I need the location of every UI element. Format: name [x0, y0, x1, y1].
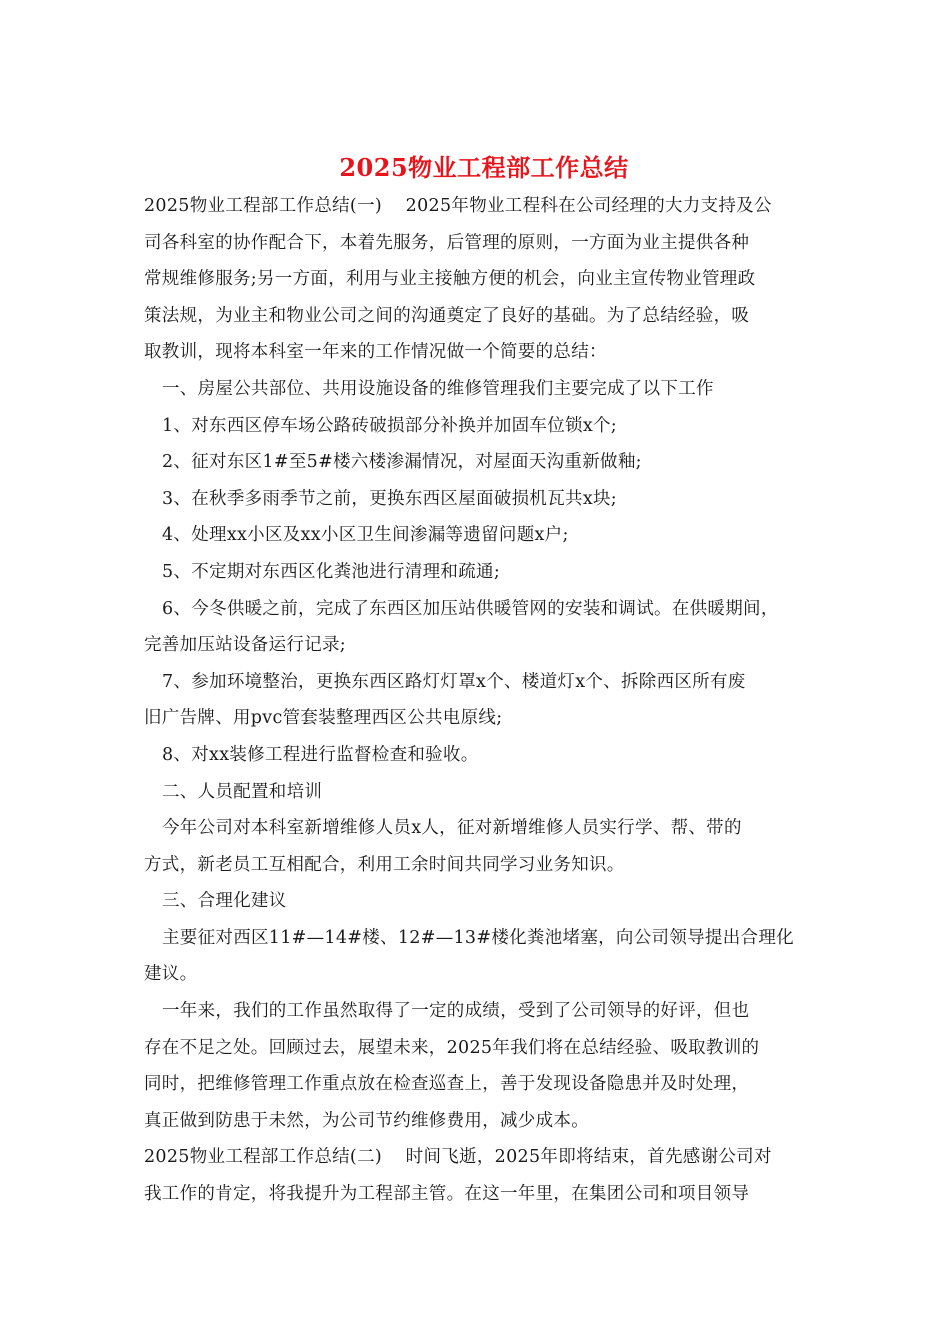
text-line: 一、房屋公共部位、共用设施设备的维修管理我们主要完成了以下工作 [162, 378, 714, 399]
document-title: 2025物业工程部工作总结 [339, 153, 629, 182]
document-page [144, 150, 824, 1213]
text-line: 2025物业工程部工作总结(一) 2025年物业工程科在公司经理的大力支持及公 [144, 196, 772, 216]
text-line: 方式，新老员工互相配合，利用工余时间共同学习业务知识。 [144, 854, 625, 875]
text-line: 存在不足之处。回顾过去，展望未来，2025年我们将在总结经验、吸取教训的 [144, 1037, 760, 1058]
text-line: 1、对东西区停车场公路砖破损部分补换并加固车位锁x个; [162, 415, 617, 436]
text-line: 完善加压站设备运行记录; [144, 635, 346, 656]
text-line: 司各科室的协作配合下，本着先服务，后管理的原则，一方面为业主提供各种 [144, 232, 750, 253]
text-line: 8、对xx装修工程进行监督检查和验收。 [162, 744, 479, 765]
text-line: 2025物业工程部工作总结(二) 时间飞逝，2025年即将结束，首先感谢公司对 [144, 1147, 772, 1168]
text-line: 主要征对西区11#—14#楼、12#—13#楼化粪池堵塞，向公司领导提出合理化 [162, 927, 794, 948]
text-line: 常规维修服务;另一方面，利用与业主接触方便的机会，向业主宣传物业管理政 [144, 269, 756, 290]
text-line: 6、今冬供暖之前，完成了东西区加压站供暖管网的安装和调试。在供暖期间， [162, 598, 779, 619]
text-line: 同时，把维修管理工作重点放在检查巡查上，善于发现设备隐患并及时处理， [144, 1074, 750, 1095]
text-line: 真正做到防患于未然，为公司节约维修费用，减少成本。 [144, 1110, 589, 1131]
text-line: 7、参加环境整治，更换东西区路灯灯罩x个、楼道灯x个、拆除西区所有废 [162, 671, 746, 692]
document-body [144, 188, 824, 1213]
text-line: 一年来，我们的工作虽然取得了一定的成绩，受到了公司领导的好评，但也 [162, 1001, 750, 1022]
text-line: 策法规，为业主和物业公司之间的沟通奠定了良好的基础。为了总结经验，吸 [144, 305, 750, 326]
text-line: 取教训，现将本科室一年来的工作情况做一个简要的总结： [144, 342, 607, 363]
text-line: 今年公司对本科室新增维修人员x人，征对新增维修人员实行学、帮、带的 [162, 818, 742, 839]
text-line: 二、人员配置和培训 [162, 781, 323, 802]
text-line: 旧广告牌、用pvc管套装整理西区公共电原线; [144, 708, 503, 729]
text-line: 5、不定期对东西区化粪池进行清理和疏通; [162, 561, 501, 582]
text-line: 4、处理xx小区及xx小区卫生间渗漏等遗留问题x户; [162, 525, 569, 546]
text-line: 三、合理化建议 [162, 891, 287, 912]
text-line: 我工作的肯定，将我提升为工程部主管。在这一年里，在集团公司和项目领导 [144, 1184, 750, 1205]
text-line: 2、征对东区1#至5#楼六楼渗漏情况，对屋面天沟重新做釉; [162, 452, 642, 473]
text-line: 3、在秋季多雨季节之前，更换东西区屋面破损机瓦共x块; [162, 488, 617, 509]
text-line: 建议。 [144, 964, 198, 985]
